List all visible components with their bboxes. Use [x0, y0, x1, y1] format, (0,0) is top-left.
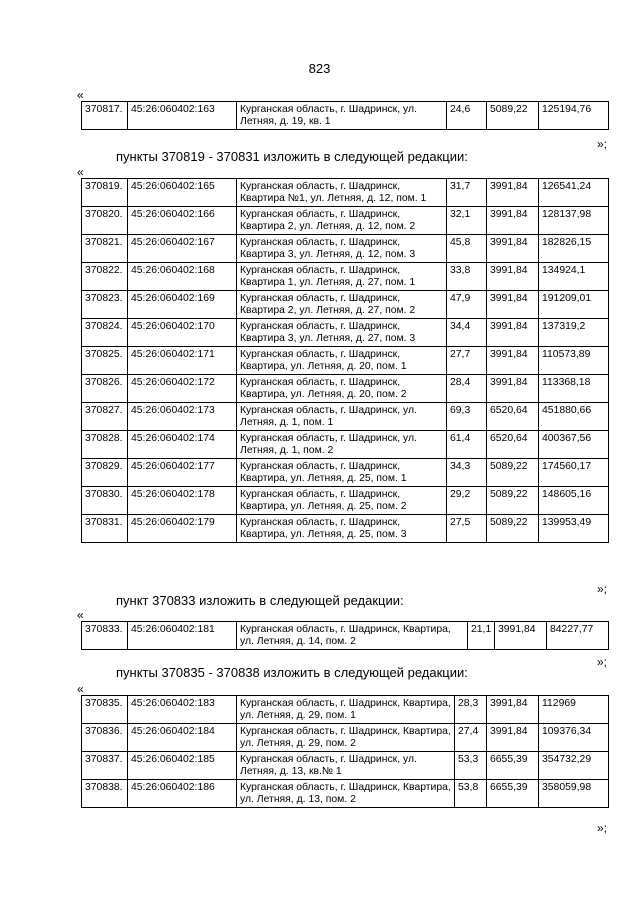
area-cell: 28,4 [447, 375, 487, 403]
cadastral-number-cell: 45:26:060402:179 [128, 515, 237, 543]
row-number-cell: 370824. [82, 319, 128, 347]
address-cell: Курганская область, г. Шадринск, Квартира 3, ул. Летняя, д. 12, пом. 3 [237, 235, 447, 263]
cadastral-number-cell: 45:26:060402:177 [128, 459, 237, 487]
section-heading: пункты 370819 - 370831 изложить в следующей редакции: [116, 149, 468, 164]
cadastral-value-cell: 128137,98 [539, 207, 609, 235]
table-row [82, 263, 609, 291]
address-cell: Курганская область, г. Шадринск, Квартира, ул. Летняя, д. 29, пом. 1 [237, 696, 455, 724]
table-row [82, 696, 609, 724]
table-row [82, 431, 609, 459]
row-number-cell: 370819. [82, 179, 128, 207]
table-row [82, 459, 609, 487]
row-number-cell: 370827. [82, 403, 128, 431]
row-number-cell: 370821. [82, 235, 128, 263]
area-cell: 69,3 [447, 403, 487, 431]
area-cell: 31,7 [447, 179, 487, 207]
cadastral-number-cell: 45:26:060402:169 [128, 291, 237, 319]
table-row [82, 347, 609, 375]
cadastral-number-cell: 45:26:060402:181 [128, 622, 237, 650]
address-cell: Курганская область, г. Шадринск, Квартира 2, ул. Летняя, д. 27, пом. 2 [237, 291, 447, 319]
close-quote: »; [597, 137, 608, 151]
rate-cell: 3991,84 [487, 375, 539, 403]
row-number-cell: 370830. [82, 487, 128, 515]
row-number-cell: 370836. [82, 724, 128, 752]
cadastral-number-cell: 45:26:060402:168 [128, 263, 237, 291]
rate-cell: 3991,84 [487, 291, 539, 319]
registry-table [81, 178, 609, 543]
cadastral-value-cell: 125194,76 [539, 102, 609, 130]
cadastral-value-cell: 112969 [539, 696, 609, 724]
area-cell: 47,9 [447, 291, 487, 319]
table-row [82, 319, 609, 347]
cadastral-number-cell: 45:26:060402:167 [128, 235, 237, 263]
cadastral-value-cell: 182826,15 [539, 235, 609, 263]
cadastral-value-cell: 191209,01 [539, 291, 609, 319]
row-number-cell: 370831. [82, 515, 128, 543]
cadastral-value-cell: 358059,98 [539, 780, 609, 808]
address-cell: Курганская область, г. Шадринск, ул. Летняя, д. 1, пом. 2 [237, 431, 447, 459]
rate-cell: 6520,64 [487, 403, 539, 431]
area-cell: 34,3 [447, 459, 487, 487]
area-cell: 21,1 [468, 622, 495, 650]
area-cell: 32,1 [447, 207, 487, 235]
table-row [82, 403, 609, 431]
address-cell: Курганская область, г. Шадринск, Квартира №1, ул. Летняя, д. 12, пом. 1 [237, 179, 447, 207]
area-cell: 33,8 [447, 263, 487, 291]
address-cell: Курганская область, г. Шадринск, Квартира 2, ул. Летняя, д. 12, пом. 2 [237, 207, 447, 235]
cadastral-value-cell: 174560,17 [539, 459, 609, 487]
cadastral-number-cell: 45:26:060402:166 [128, 207, 237, 235]
rate-cell: 5089,22 [487, 459, 539, 487]
table-row [82, 291, 609, 319]
rate-cell: 3991,84 [487, 207, 539, 235]
cadastral-value-cell: 113368,18 [539, 375, 609, 403]
cadastral-value-cell: 354732,29 [539, 752, 609, 780]
cadastral-value-cell: 451880,66 [539, 403, 609, 431]
area-cell: 53,8 [455, 780, 487, 808]
open-quote: « [77, 88, 84, 102]
registry-table-body [82, 696, 609, 808]
cadastral-value-cell: 400367,56 [539, 431, 609, 459]
cadastral-number-cell: 45:26:060402:173 [128, 403, 237, 431]
area-cell: 27,5 [447, 515, 487, 543]
rate-cell: 3991,84 [487, 696, 539, 724]
row-number-cell: 370826. [82, 375, 128, 403]
address-cell: Курганская область, г. Шадринск, Квартира, ул. Летняя, д. 13, пом. 2 [237, 780, 455, 808]
row-number-cell: 370820. [82, 207, 128, 235]
row-number-cell: 370822. [82, 263, 128, 291]
rate-cell: 3991,84 [487, 347, 539, 375]
close-quote: »; [597, 582, 608, 596]
area-cell: 28,3 [455, 696, 487, 724]
close-quote: »; [597, 655, 608, 669]
cadastral-number-cell: 45:26:060402:172 [128, 375, 237, 403]
table-row [82, 515, 609, 543]
row-number-cell: 370829. [82, 459, 128, 487]
cadastral-number-cell: 45:26:060402:178 [128, 487, 237, 515]
address-cell: Курганская область, г. Шадринск, Квартира, ул. Летняя, д. 25, пом. 3 [237, 515, 447, 543]
address-cell: Курганская область, г. Шадринск, Квартира, ул. Летняя, д. 25, пом. 1 [237, 459, 447, 487]
rate-cell: 5089,22 [487, 487, 539, 515]
area-cell: 45,8 [447, 235, 487, 263]
section-heading: пункт 370833 изложить в следующей редакции: [116, 593, 404, 608]
cadastral-value-cell: 139953,49 [539, 515, 609, 543]
cadastral-number-cell: 45:26:060402:171 [128, 347, 237, 375]
address-cell: Курганская область, г. Шадринск, Квартира 3, ул. Летняя, д. 27, пом. 3 [237, 319, 447, 347]
area-cell: 61,4 [447, 431, 487, 459]
cadastral-value-cell: 126541,24 [539, 179, 609, 207]
row-number-cell: 370833. [82, 622, 128, 650]
rate-cell: 5089,22 [487, 102, 539, 130]
area-cell: 27,4 [455, 724, 487, 752]
area-cell: 27,7 [447, 347, 487, 375]
registry-table-body [82, 179, 609, 543]
table-row [82, 375, 609, 403]
address-cell: Курганская область, г. Шадринск, Квартира, ул. Летняя, д. 20, пом. 2 [237, 375, 447, 403]
cadastral-number-cell: 45:26:060402:184 [128, 724, 237, 752]
section-heading: пункты 370835 - 370838 изложить в следующей редакции: [116, 665, 468, 680]
address-cell: Курганская область, г. Шадринск, Квартира 1, ул. Летняя, д. 27, пом. 1 [237, 263, 447, 291]
rate-cell: 3991,84 [487, 235, 539, 263]
row-number-cell: 370835. [82, 696, 128, 724]
cadastral-value-cell: 84227,77 [547, 622, 609, 650]
address-cell: Курганская область, г. Шадринск, Квартира, ул. Летняя, д. 14, пом. 2 [237, 622, 468, 650]
cadastral-value-cell: 109376,34 [539, 724, 609, 752]
cadastral-number-cell: 45:26:060402:165 [128, 179, 237, 207]
row-number-cell: 370838. [82, 780, 128, 808]
page-number: 823 [308, 61, 331, 76]
registry-table [81, 621, 609, 650]
address-cell: Курганская область, г. Шадринск, ул. Летняя, д. 19, кв. 1 [237, 102, 447, 130]
table-row [82, 487, 609, 515]
rate-cell: 3991,84 [495, 622, 547, 650]
address-cell: Курганская область, г. Шадринск, Квартира, ул. Летняя, д. 25, пом. 2 [237, 487, 447, 515]
rate-cell: 3991,84 [487, 179, 539, 207]
registry-table-body [82, 622, 609, 650]
table-row [82, 724, 609, 752]
row-number-cell: 370825. [82, 347, 128, 375]
rate-cell: 3991,84 [487, 724, 539, 752]
table-row [82, 102, 609, 130]
registry-table-body [82, 102, 609, 130]
rate-cell: 3991,84 [487, 319, 539, 347]
close-quote: »; [597, 821, 608, 835]
area-cell: 34,4 [447, 319, 487, 347]
area-cell: 24,6 [447, 102, 487, 130]
row-number-cell: 370837. [82, 752, 128, 780]
rate-cell: 6520,64 [487, 431, 539, 459]
open-quote: « [77, 608, 84, 622]
registry-table [81, 695, 609, 808]
cadastral-number-cell: 45:26:060402:174 [128, 431, 237, 459]
table-row [82, 235, 609, 263]
row-number-cell: 370828. [82, 431, 128, 459]
table-row [82, 622, 609, 650]
address-cell: Курганская область, г. Шадринск, Квартира, ул. Летняя, д. 29, пом. 2 [237, 724, 455, 752]
address-cell: Курганская область, г. Шадринск, ул. Летняя, д. 13, кв.№ 1 [237, 752, 455, 780]
cadastral-value-cell: 134924,1 [539, 263, 609, 291]
table-row [82, 179, 609, 207]
row-number-cell: 370823. [82, 291, 128, 319]
rate-cell: 5089,22 [487, 515, 539, 543]
rate-cell: 6655,39 [487, 780, 539, 808]
rate-cell: 3991,84 [487, 263, 539, 291]
open-quote: « [77, 165, 84, 179]
area-cell: 29,2 [447, 487, 487, 515]
address-cell: Курганская область, г. Шадринск, ул. Летняя, д. 1, пом. 1 [237, 403, 447, 431]
cadastral-number-cell: 45:26:060402:186 [128, 780, 237, 808]
cadastral-number-cell: 45:26:060402:183 [128, 696, 237, 724]
cadastral-value-cell: 110573,89 [539, 347, 609, 375]
rate-cell: 6655,39 [487, 752, 539, 780]
cadastral-value-cell: 148605,16 [539, 487, 609, 515]
address-cell: Курганская область, г. Шадринск, Квартира, ул. Летняя, д. 20, пом. 1 [237, 347, 447, 375]
row-number-cell: 370817. [82, 102, 128, 130]
registry-table [81, 101, 609, 130]
table-row [82, 780, 609, 808]
table-row [82, 207, 609, 235]
cadastral-number-cell: 45:26:060402:185 [128, 752, 237, 780]
open-quote: « [77, 682, 84, 696]
area-cell: 53,3 [455, 752, 487, 780]
cadastral-value-cell: 137319,2 [539, 319, 609, 347]
table-row [82, 752, 609, 780]
cadastral-number-cell: 45:26:060402:170 [128, 319, 237, 347]
cadastral-number-cell: 45:26:060402:163 [128, 102, 237, 130]
